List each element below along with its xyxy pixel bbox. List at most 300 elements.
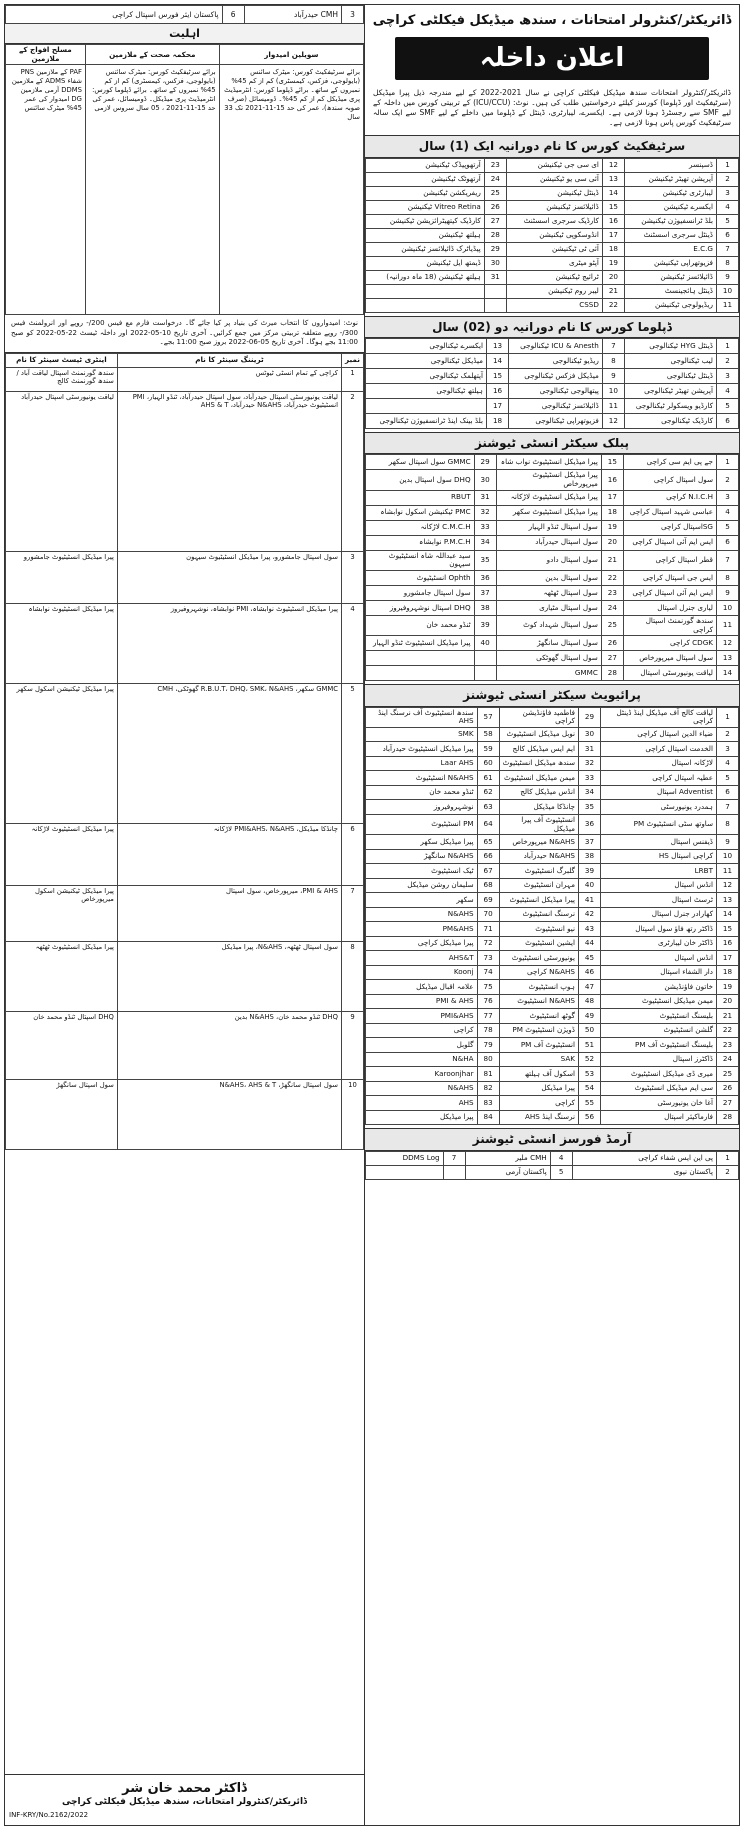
row-cell: میمن میڈیکل انسٹیٹیوٹ (600, 994, 716, 1009)
row-cell: آپٹو میٹری (506, 256, 602, 270)
row-cell: PM&AHS (366, 922, 478, 937)
row-number: 34 (578, 785, 600, 800)
row-number: 78 (477, 1023, 499, 1038)
row-number: 7 (717, 242, 739, 256)
row-number: 74 (477, 965, 499, 980)
private-sector-table (365, 707, 739, 1126)
row-cell: چانڈکا میڈیکل (499, 800, 578, 815)
table-row (366, 571, 739, 586)
row-cell: DDMS Log (366, 1151, 444, 1165)
row-number: 55 (578, 1096, 600, 1111)
row-cell: کراچی اسپتال HS (600, 849, 716, 864)
row-cell: انسٹیٹیوٹ آف PM (499, 1038, 578, 1053)
row-cell: سول اسپتال ٹھٹھہ، N&AHS، پیرا میڈیکل (117, 941, 341, 1011)
row-cell: بلڈ ٹرانسفیوژن ٹیکنیشن (624, 214, 716, 228)
row-number: 25 (717, 1067, 739, 1082)
row-number: 72 (477, 936, 499, 951)
table-row (366, 384, 739, 399)
row-number: 56 (578, 1110, 600, 1125)
row-number: 26 (717, 1081, 739, 1096)
row-cell: ساوتھ سٹی انسٹیٹیوٹ PM (600, 814, 716, 834)
row-number: 44 (578, 936, 600, 951)
row-number: 11 (717, 616, 739, 636)
admission-banner: اعلان داخلہ (395, 37, 709, 80)
table-row (6, 603, 364, 683)
row-cell: پیڈیاٹرک ڈائیلائسز ٹیکنیشن (366, 242, 485, 256)
row-number: 9 (717, 270, 739, 284)
row-number: 30 (484, 256, 506, 270)
row-cell: E.C.G (624, 242, 716, 256)
row-number: 75 (477, 980, 499, 995)
row-number: 1 (717, 707, 739, 727)
row-cell: C.M.C.H لاڑکانہ (366, 520, 475, 535)
row-cell: سندھ گورنمنٹ اسپتال لیاقت آباد / سندھ گورنمنٹ کالج (6, 367, 118, 391)
row-cell: SGاسپتال کراچی (623, 520, 716, 535)
table-row (366, 455, 739, 470)
row-cell: یونیورسٹی انسٹیٹیوٹ (499, 951, 578, 966)
row-number: 16 (601, 470, 623, 490)
row-number: 54 (578, 1081, 600, 1096)
row-cell: سول اسپتال کراچی (623, 470, 716, 490)
table-row (366, 727, 739, 742)
office-title: ڈائریکٹر/کنٹرولر امتحانات ، سندھ میڈیکل فیکلٹی کراچی (372, 13, 732, 28)
row-cell: Koonj (366, 965, 478, 980)
table-row (366, 505, 739, 520)
row-number: 10 (717, 601, 739, 616)
table-row (366, 994, 739, 1009)
row-cell: ٹنڈو محمد خان (366, 785, 478, 800)
row-number: 31 (474, 490, 496, 505)
row-cell: ریڈیو ٹیکنالوجی (509, 354, 603, 369)
row-number: 1 (717, 158, 739, 172)
table-row (366, 785, 739, 800)
row-number (484, 298, 506, 312)
row-cell: ٹیک انسٹیٹیوٹ (366, 864, 478, 879)
row-cell: ہیلتھ ٹیکنیشن (18 ماہ دورانیہ) (366, 270, 485, 284)
row-cell: LRBT (600, 864, 716, 879)
table-row (366, 242, 739, 256)
notes-paragraph: نوٹ: امیدواروں کا انتخاب میرٹ کی بنیاد پر کیا جائے گا۔ درخواست فارم مع فیس 200/- روپے اور انرولمنٹ فیس 300/- روپے متعلقہ تربیتی مرکز میں جمع کرائیں۔ آخری تاریخ 10-05-2022 اور داخلہ ٹیسٹ 22-05-2022 کو صبح 11:00 بجے ہوگا۔ آخری تاریخ 05-06-2022 بروز صبح 11:00 بجے۔ (5, 315, 364, 352)
row-cell: پیرا میڈیکل کراچی (366, 936, 478, 951)
table-row (366, 354, 739, 369)
row-cell: کارڈیک کیتھیٹرائزیشن ٹیکنیشن (366, 214, 485, 228)
row-number: 59 (477, 742, 499, 757)
row-number: 12 (717, 636, 739, 651)
row-number: 19 (717, 980, 739, 995)
row-number: 26 (484, 200, 506, 214)
row-number: 77 (477, 1009, 499, 1024)
table-row (366, 878, 739, 893)
table-row (366, 298, 739, 312)
private-sector-title: پرائیویٹ سیکٹر انسٹی ٹیوشنز (365, 684, 739, 706)
row-number: 51 (578, 1038, 600, 1053)
row-number: 70 (477, 907, 499, 922)
row-cell: DHQ اسپتال نوشہروفیروز (366, 601, 475, 616)
row-cell: بلیسنگ انسٹیٹیوٹ آف PM (600, 1038, 716, 1053)
table-row (366, 1081, 739, 1096)
table-row (366, 1023, 739, 1038)
table-row (366, 369, 739, 384)
row-cell: پیرا میڈیکل انسٹیٹیوٹ نوابشاہ (6, 603, 118, 683)
row-number: 16 (487, 384, 509, 399)
table-row (366, 951, 739, 966)
row-cell: انڈوسکوپی ٹیکنیشن (506, 228, 602, 242)
row-cell: لیاقت یونیورسٹی اسپتال حیدرآباد (6, 391, 118, 551)
row-cell: DHQ ٹنڈو محمد خان، N&AHS بدین (117, 1011, 341, 1079)
row-number: 81 (477, 1067, 499, 1082)
row-cell: جے پی ایم سی کراچی (623, 455, 716, 470)
row-cell: پیرا میڈیکل انسٹیٹیوٹ (499, 893, 578, 908)
row-cell: Karoonjhar (366, 1067, 478, 1082)
row-number: 36 (474, 571, 496, 586)
row-cell: RBUT (366, 490, 475, 505)
row-cell: لیاقت کالج آف میڈیکل اینڈ ڈینٹل کراچی (600, 707, 716, 727)
row-number: 13 (602, 172, 624, 186)
row-number: 4 (717, 200, 739, 214)
row-cell: پیرا میڈیکل (499, 1081, 578, 1096)
table-row (366, 586, 739, 601)
row-number: 6 (342, 823, 364, 885)
row-number: 20 (602, 270, 624, 284)
row-number: 29 (484, 242, 506, 256)
row-cell: DHQ اسپتال ٹنڈو محمد خان (6, 1011, 118, 1079)
table-row (6, 1011, 364, 1079)
row-number: 83 (477, 1096, 499, 1111)
row-cell: مہران انسٹیٹیوٹ (499, 878, 578, 893)
row-cell: PMI & AHS، میرپورخاص، سول اسپتال (117, 885, 341, 941)
diploma-title: ڈپلوما کورس کا نام دورانیہ دو (02) سال (365, 316, 739, 338)
centers-header-training: ٹریننگ سینٹر کا نام (117, 353, 341, 367)
table-row (366, 1165, 739, 1179)
row-number: 33 (578, 771, 600, 786)
table-row (366, 907, 739, 922)
row-number: 42 (578, 907, 600, 922)
row-number: 57 (477, 707, 499, 727)
row-number: 18 (602, 242, 624, 256)
row-cell: پیرا میڈیکل انسٹیٹیوٹ ٹنڈو الہیار (366, 636, 475, 651)
row-number: 27 (484, 214, 506, 228)
row-number: 33 (474, 520, 496, 535)
row-cell: بلڈ بینک اینڈ ٹرانسفیوژن ٹیکنالوجی (366, 414, 487, 429)
row-cell: سندھ انسٹیٹیوٹ آف نرسنگ اینڈ AHS (366, 707, 478, 727)
row-number: 2 (717, 470, 739, 490)
row-number: 3 (717, 369, 739, 384)
table-row (366, 1096, 739, 1111)
row-number: 62 (477, 785, 499, 800)
row-number: 3 (717, 490, 739, 505)
row-cell: نیو انسٹیٹیوٹ (499, 922, 578, 937)
row-cell: ڈسپنسر (624, 158, 716, 172)
row-cell: SMK (366, 727, 478, 742)
row-cell: N&HA (366, 1052, 478, 1067)
row-cell: ہوپ انسٹیٹیوٹ (499, 980, 578, 995)
table-row (366, 339, 739, 354)
row-cell (366, 1165, 444, 1179)
row-cell: ریفریکشن ٹیکنیشن (366, 186, 485, 200)
row-number: 23 (601, 586, 623, 601)
row-cell: کراچی (499, 1096, 578, 1111)
row-number: 10 (717, 284, 739, 298)
row-cell: سول اسپتال میرپورخاص (623, 651, 716, 666)
table-row (366, 980, 739, 995)
row-cell: نرسنگ انسٹیٹیوٹ (499, 907, 578, 922)
row-cell: ایشین انسٹیٹیوٹ (499, 936, 578, 951)
table-row (366, 636, 739, 651)
row-number: 49 (578, 1009, 600, 1024)
centers-header-test: اینٹری ٹیسٹ سینٹر کا نام (6, 353, 118, 367)
eligibility-armed: PAF کے ملازمین PNS شفاء ADMS کے ملازمین DDMS آرمی ملازمین DG امیدوار کی عمر 45% میٹرک سائنس (6, 65, 86, 315)
row-number: 34 (474, 535, 496, 550)
row-number: 21 (717, 1009, 739, 1024)
table-row (366, 186, 739, 200)
row-number: 84 (477, 1110, 499, 1125)
row-cell: سول اسپتال شہداد کوٹ (496, 616, 601, 636)
row-cell: N&AHS انسٹیٹیوٹ (499, 994, 578, 1009)
table-row (366, 651, 739, 666)
row-number: 38 (474, 601, 496, 616)
row-number: 36 (578, 814, 600, 834)
row-number: 32 (474, 505, 496, 520)
left-column (5, 5, 365, 1825)
signatory-name: ڈاکٹر محمد خان شر (122, 1781, 247, 1797)
row-number: 5 (717, 214, 739, 228)
row-cell: سلیمان روشن میڈیکل (366, 878, 478, 893)
row-number: 3 (717, 742, 739, 757)
row-cell: ٹرائیج ٹیکنیشن (506, 270, 602, 284)
row-cell: سول اسپتال جامشورو، پیرا میڈیکل انسٹیٹیوٹ سیہون (117, 551, 341, 603)
row-number: 28 (601, 666, 623, 681)
row-cell: ٹرسٹ اسپتال (600, 893, 716, 908)
row-cell: Vitreo Retina ٹیکنیشن (366, 200, 485, 214)
row-cell: ہیلتھ ٹیکنالوجی (366, 384, 487, 399)
row-number: 22 (601, 571, 623, 586)
row-number: 20 (601, 535, 623, 550)
row-number: 79 (477, 1038, 499, 1053)
row-number: 66 (477, 849, 499, 864)
row-cell: ضیاء الدین اسپتال کراچی (600, 727, 716, 742)
row-number (443, 1165, 465, 1179)
row-number: 14 (717, 907, 739, 922)
row-cell: پاکستان آرمی (465, 1165, 550, 1179)
row-cell: کارڈیک ٹیکنالوجی (624, 414, 716, 429)
table-row (366, 270, 739, 284)
row-cell: ڈائیلائسز ٹیکنالوجی (509, 399, 603, 414)
row-number: 13 (717, 651, 739, 666)
eligibility-table (5, 44, 364, 315)
row-cell: لیبارٹری ٹیکنیشن (624, 186, 716, 200)
row-cell: PM انسٹیٹیوٹ (366, 814, 478, 834)
row-cell: ڈیمتھ ایل ٹیکنیشن (366, 256, 485, 270)
table-row (366, 1110, 739, 1125)
table-row (366, 756, 739, 771)
row-number: 20 (717, 994, 739, 1009)
row-number: 15 (602, 200, 624, 214)
row-number: 40 (578, 878, 600, 893)
row-number: 41 (578, 893, 600, 908)
row-number: 1 (342, 367, 364, 391)
table-row (366, 893, 739, 908)
row-cell: گوٹھ انسٹیٹیوٹ (499, 1009, 578, 1024)
row-number: 35 (578, 800, 600, 815)
row-cell: سول اسپتال دادو (496, 550, 601, 570)
row-number: 8 (717, 571, 739, 586)
row-number: 16 (602, 214, 624, 228)
right-column (365, 5, 739, 1825)
row-cell: ہمدرد یونیورسٹی (600, 800, 716, 815)
row-cell: انڈس اسپتال (600, 878, 716, 893)
row-number: 1 (717, 339, 739, 354)
row-cell: DHQ سول اسپتال بدین (366, 470, 475, 490)
row-cell: پیرا میڈیکل انسٹیٹیوٹ میرپورخاص (496, 470, 601, 490)
row-number: 10 (717, 849, 739, 864)
row-cell (366, 284, 485, 298)
row-cell: CMH ملیر (465, 1151, 550, 1165)
table-row (366, 742, 739, 757)
row-cell: پیرا میڈیکل انسٹیٹیوٹ ٹھٹھہ (6, 941, 118, 1011)
eligibility-header-armed: مسلح افواج کے ملازمین (6, 45, 86, 65)
row-cell: سول اسپتال حیدرآباد (496, 535, 601, 550)
row-number: 9 (717, 835, 739, 850)
table-row (366, 965, 739, 980)
row-cell: لیاری جنرل اسپتال (623, 601, 716, 616)
table-row (366, 771, 739, 786)
row-cell: خاتون فاؤنڈیشن (600, 980, 716, 995)
row-number: 32 (578, 756, 600, 771)
row-number: 68 (477, 878, 499, 893)
table-row (366, 399, 739, 414)
row-number: 7 (717, 800, 739, 815)
row-cell: آرتھوپیڈک ٹیکنیشن (366, 158, 485, 172)
row-cell: ٹنڈو محمد خان (366, 616, 475, 636)
row-number: 76 (477, 994, 499, 1009)
row-number: 29 (474, 455, 496, 470)
row-cell: اسکول آف ہیلتھ (499, 1067, 578, 1082)
row-cell: آغا خان یونیورسٹی (600, 1096, 716, 1111)
row-cell: N&AHS انسٹیٹیوٹ (366, 771, 478, 786)
row-cell: GMMC سول اسپتال سکھر (366, 455, 475, 470)
row-cell: آرتھوٹک ٹیکنیشن (366, 172, 485, 186)
row-number: 25 (484, 186, 506, 200)
row-cell: پیتھالوجی ٹیکنالوجی (509, 384, 603, 399)
row-cell: ڈاکٹرز اسپتال (600, 1052, 716, 1067)
row-number: 5 (717, 771, 739, 786)
row-number: 7 (602, 339, 624, 354)
row-cell: N.I.C.H کراچی (623, 490, 716, 505)
row-number: 31 (578, 742, 600, 757)
row-cell: ڈینٹل ٹیکنیشن (506, 186, 602, 200)
row-cell: عباسی شہید اسپتال کراچی (623, 505, 716, 520)
table-row (6, 941, 364, 1011)
row-cell: عطیہ اسپتال کراچی (600, 771, 716, 786)
row-number: 5 (342, 683, 364, 823)
row-cell: ایس ایم آئی اسپتال کراچی (623, 586, 716, 601)
row-cell: ڈاکٹر رتھ فاؤ سول اسپتال (600, 922, 716, 937)
row-number: 80 (477, 1052, 499, 1067)
row-cell: ایکسرے ٹیکنیشن (624, 200, 716, 214)
row-cell: پیرا میڈیکل انسٹیٹیوٹ نوابشاہ، PMI نوابشاہ، نوشہروفیروز (117, 603, 341, 683)
signatory-designation: ڈائریکٹر/کنٹرولر امتحانات، سندھ میڈیکل فیکلٹی کراچی (61, 1796, 308, 1807)
row-cell: سول اسپتال سانگھڑ (496, 636, 601, 651)
table-row (6, 683, 364, 823)
table-row (6, 885, 364, 941)
row-cell (366, 399, 487, 414)
row-number: 17 (602, 228, 624, 242)
row-number: 6 (717, 228, 739, 242)
table-row (6, 1079, 364, 1149)
certificate-title: سرٹیفکیٹ کورس کا نام دورانیہ ایک (1) سال (365, 135, 739, 157)
row-cell: PMI & AHS (366, 994, 478, 1009)
table-row (366, 1067, 739, 1082)
row-number (484, 284, 506, 298)
row-number: 38 (578, 849, 600, 864)
row-number: 5 (550, 1165, 572, 1179)
certificate-table (365, 158, 739, 313)
row-cell: میڈیکل ٹیکنالوجی (366, 354, 487, 369)
row-cell: CMH حیدرآباد (244, 6, 341, 24)
public-sector-table (365, 454, 739, 681)
row-cell: سول اسپتال سانگھڑ، N&AHS، AHS & T (117, 1079, 341, 1149)
table-row (366, 936, 739, 951)
row-cell: سول اسپتال بدین (496, 571, 601, 586)
row-cell: سکھر (366, 893, 478, 908)
row-cell: سول اسپتال جامشورو (366, 586, 475, 601)
table-row (366, 414, 739, 429)
row-number: 24 (717, 1052, 739, 1067)
table-row (6, 367, 364, 391)
row-number: 15 (717, 922, 739, 937)
row-cell: لاڑکانہ اسپتال (600, 756, 716, 771)
table-row (366, 814, 739, 834)
row-cell: N&AHS کراچی (499, 965, 578, 980)
table-row (366, 835, 739, 850)
row-number: 17 (601, 490, 623, 505)
table-row (366, 864, 739, 879)
row-number: 50 (578, 1023, 600, 1038)
row-cell: آپریشن تھیٹر ٹیکنیشن (624, 172, 716, 186)
row-cell: CDGK کراچی (623, 636, 716, 651)
row-number: 31 (484, 270, 506, 284)
row-cell: کراچی کے تمام انسٹی ٹیوٹس (117, 367, 341, 391)
row-number: 15 (487, 369, 509, 384)
row-cell: سول اسپتال مٹیاری (496, 601, 601, 616)
row-number: 18 (717, 965, 739, 980)
table-row (366, 520, 739, 535)
row-cell (366, 651, 475, 666)
row-number: 21 (601, 550, 623, 570)
row-number: 11 (717, 298, 739, 312)
row-number: 1 (717, 1151, 739, 1165)
row-number: 13 (487, 339, 509, 354)
row-cell: فزیوتھراپی ٹیکنیشن (624, 256, 716, 270)
row-cell: انڈس اسپتال (600, 951, 716, 966)
row-cell: بلیسنگ انسٹیٹیوٹ (600, 1009, 716, 1024)
row-number: 10 (342, 1079, 364, 1149)
row-cell: گلشن انسٹیٹیوٹ (600, 1023, 716, 1038)
row-number: 37 (474, 586, 496, 601)
row-cell: فزیوتھراپی ٹیکنالوجی (509, 414, 603, 429)
row-cell: پاکستان نیوی (572, 1165, 716, 1179)
row-number: 6 (717, 535, 739, 550)
row-cell: CSSD (506, 298, 602, 312)
table-row (366, 550, 739, 570)
row-cell (366, 666, 475, 681)
row-cell: ڈینٹل ہائجینسٹ (624, 284, 716, 298)
row-number: 27 (601, 651, 623, 666)
row-number: 7 (342, 885, 364, 941)
row-number: 24 (601, 601, 623, 616)
row-cell: سندھ میڈیکل انسٹیٹیوٹ (499, 756, 578, 771)
row-cell: لیبر روم ٹیکنیشن (506, 284, 602, 298)
